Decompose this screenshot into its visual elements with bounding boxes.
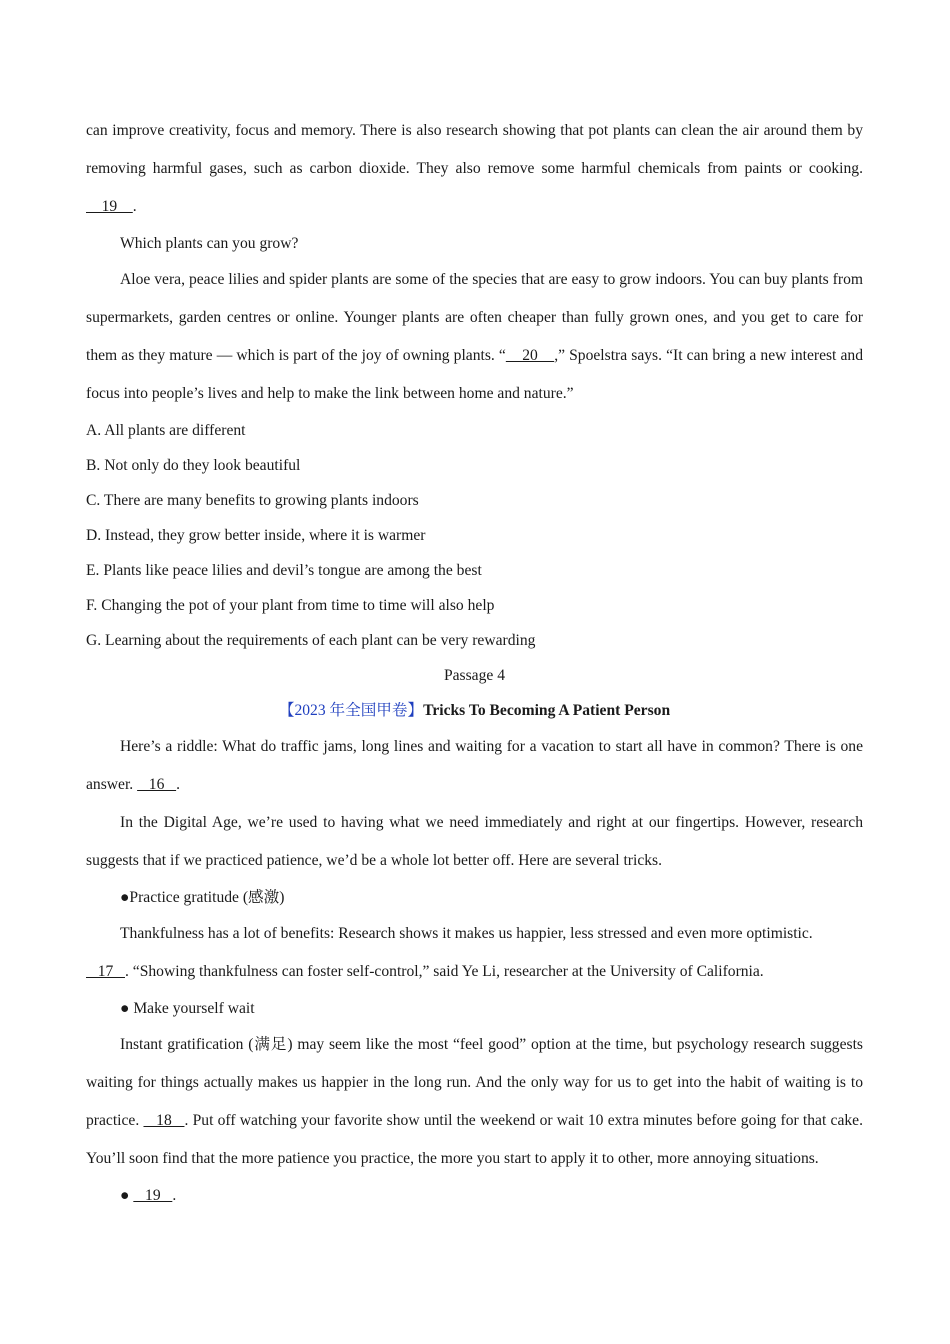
- bullet-blank-19: [86, 1178, 863, 1213]
- answer-blank-19: 19: [86, 198, 133, 215]
- bullet-make-yourself-wait: ● Make yourself wait: [120, 1000, 255, 1017]
- option-g: G. Learning about the requirements of each plant can be very rewarding: [86, 632, 536, 649]
- option-e: E. Plants like peace lilies and devil’s tongue are among the best: [86, 562, 482, 579]
- paragraph-text: can improve creativity, focus and memory. There is also research showing that pot plants can clean the air around them by removing harmful gases, such as carbon dioxide. They also remove some harmful chemicals from paints or cooking.: [86, 122, 863, 177]
- paragraph-text: Here’s a riddle: What do traffic jams, long lines and waiting for a vacation to start all have in common? There is one answer.: [86, 738, 863, 793]
- paragraph-text: .: [172, 1187, 177, 1204]
- passage4-paragraph-3: Thankfulness has a lot of benefits: Research shows it makes us happier, less stressed and even more optimistic.: [120, 925, 813, 942]
- page-content: [86, 112, 863, 1213]
- passage3-paragraph-continued: [86, 112, 863, 226]
- answer-blank-17: 17: [86, 963, 125, 980]
- paragraph-text: Aloe vera, peace lilies and spider plants are some of the species that are easy to grow indoors. You can buy plants from supermarkets, garden centres or online. Younger plants are often cheaper than fully grown ones, and you get to care for them as they mature — which is part of the joy of owning plants. “: [86, 271, 863, 364]
- passage-label: Passage 4: [443, 667, 506, 684]
- option-list: [86, 413, 863, 658]
- passage-title: Tricks To Becoming A Patient Person: [423, 702, 671, 719]
- bullet-marker: ●: [120, 1187, 134, 1204]
- paragraph-text: .: [176, 776, 180, 793]
- option-d: D. Instead, they grow better inside, where it is warmer: [86, 527, 426, 544]
- passage4-paragraph-3-blank-line: [86, 953, 863, 991]
- paragraph-text: ,” Spoelstra says. “It can bring a new interest and focus into people’s lives and help to make the link between home and nature.”: [86, 347, 864, 402]
- passage-title-line: [86, 693, 863, 728]
- answer-blank-16: 16: [137, 776, 177, 793]
- passage4-paragraph-1: [86, 728, 863, 804]
- paragraph-text: Instant gratification (满足) may seem like the most “feel good” option at the time, but psychology research suggests waiting for things actually makes us happier in the long run. And the only way for us to get into the habit of waiting is to practice.: [86, 1036, 863, 1129]
- passage3-subheading: Which plants can you grow?: [120, 235, 299, 252]
- option-a: A. All plants are different: [86, 422, 246, 439]
- source-tag: 【2023 年全国甲卷】: [278, 702, 424, 719]
- option-b: B. Not only do they look beautiful: [86, 457, 301, 474]
- answer-blank-18: 18: [143, 1112, 185, 1129]
- passage4-paragraph-2: In the Digital Age, we’re used to having what we need immediately and right at our fingertips. However, research suggests that if we practiced patience, we’d be a whole lot better off. Here are several tricks.: [86, 814, 863, 869]
- paragraph-text: . “Showing thankfulness can foster self-control,” said Ye Li, researcher at the University of California.: [124, 963, 764, 980]
- paragraph-text: . Put off watching your favorite show until the weekend or wait 10 extra minutes before going for that cake. You’ll soon find that the more patience you practice, the more you start to apply it to other, more annoying situations.: [86, 1112, 864, 1167]
- answer-blank-20: 20: [505, 347, 555, 364]
- option-c: C. There are many benefits to growing plants indoors: [86, 492, 419, 509]
- paragraph-text: .: [132, 198, 137, 215]
- passage3-last-paragraph: [86, 261, 863, 413]
- bullet-practice-gratitude: ●Practice gratitude (感激): [120, 889, 285, 906]
- answer-blank-19b: 19: [133, 1187, 173, 1204]
- passage4-paragraph-4: [86, 1026, 863, 1178]
- option-f: F. Changing the pot of your plant from time to time will also help: [86, 597, 495, 614]
